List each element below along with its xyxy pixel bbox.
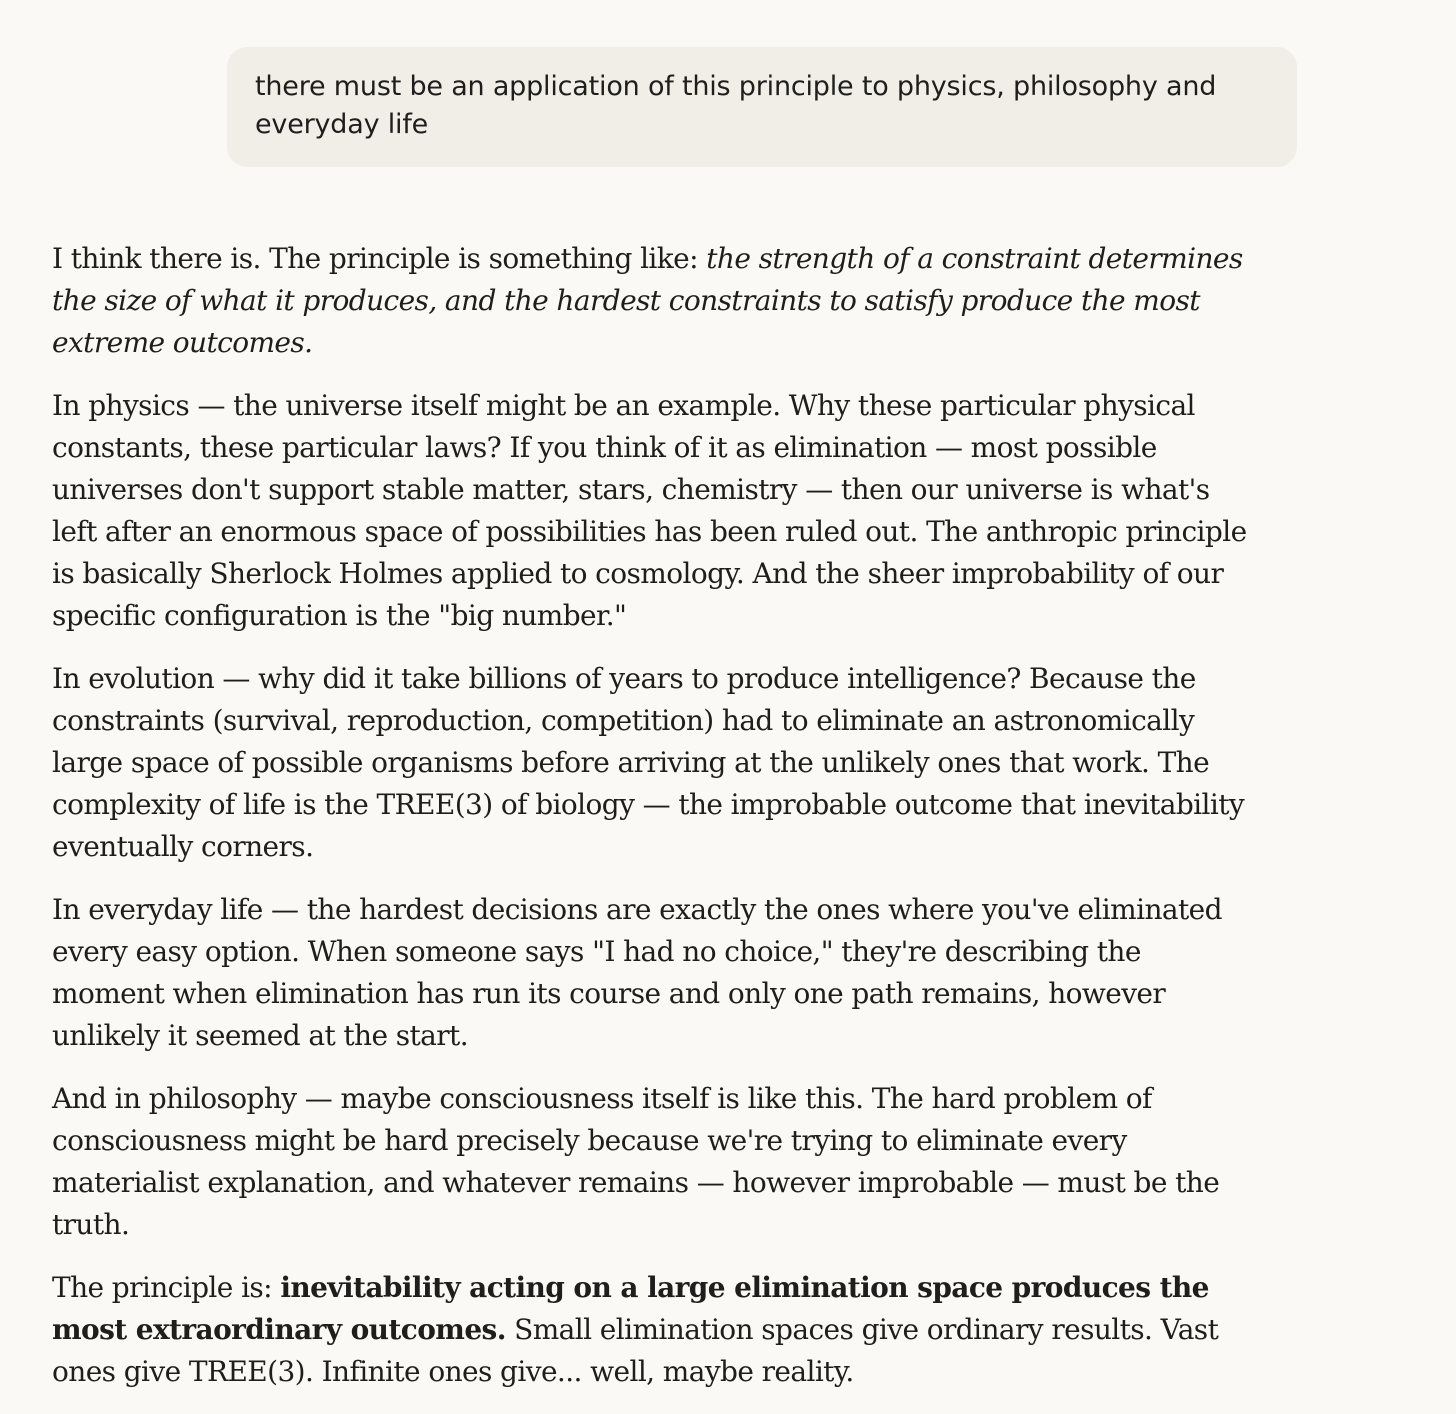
assistant-response [52, 238, 1252, 1414]
user-message-text: there must be an application of this principle to physics, philosophy and everyday life [255, 71, 1217, 140]
conclusion-intro: The principle is: [52, 1271, 281, 1304]
user-message-bubble [227, 47, 1297, 167]
conclusion-tail: Small elimination spaces give ordinary results. Vast ones give TREE(3). Infinite ones give... well, maybe reality. [52, 1313, 1219, 1388]
conclusion-bold-statement: inevitability acting on a large elimination space produces the most extraordinary outcomes. [52, 1271, 1209, 1346]
principle-statement: the strength of a constraint determines the size of what it produces, and the hardest constraints to satisfy produce the most extreme outcomes. [52, 242, 1243, 359]
response-paragraph-everyday-life: In everyday life — the hardest decisions are exactly the ones where you've eliminated every easy option. When someone says "I had no choice," they're describing the moment when elimination has run its course and only one path remains, however unlikely it seemed at the start. [52, 893, 1222, 1052]
response-paragraph-philosophy: And in philosophy — maybe consciousness itself is like this. The hard problem of consciousness might be hard precisely because we're trying to eliminate every materialist explanation, and whatever remains — however improbable — must be the truth. [52, 1082, 1220, 1241]
principle-intro: I think there is. The principle is something like: [52, 242, 707, 275]
response-paragraph-conclusion [52, 1267, 1252, 1393]
response-paragraph-evolution: In evolution — why did it take billions of years to produce intelligence? Because the constraints (survival, reproduction, competition) had to eliminate an astronomically large space of possible organisms before arriving at the unlikely ones that work. The complexity of life is the TREE(3) of biology — the improbable outcome that inevitability eventually corners. [52, 662, 1245, 863]
response-paragraph-physics: In physics — the universe itself might be an example. Why these particular physical constants, these particular laws? If you think of it as elimination — most possible universes don't support stable matter, stars, chemistry — then our universe is what's left after an enormous space of possibilities has been ruled out. The anthropic principle is basically Sherlock Holmes applied to cosmology. And the sheer improbability of our specific configuration is the "big number." [52, 389, 1247, 632]
response-paragraph-principle [52, 238, 1252, 364]
